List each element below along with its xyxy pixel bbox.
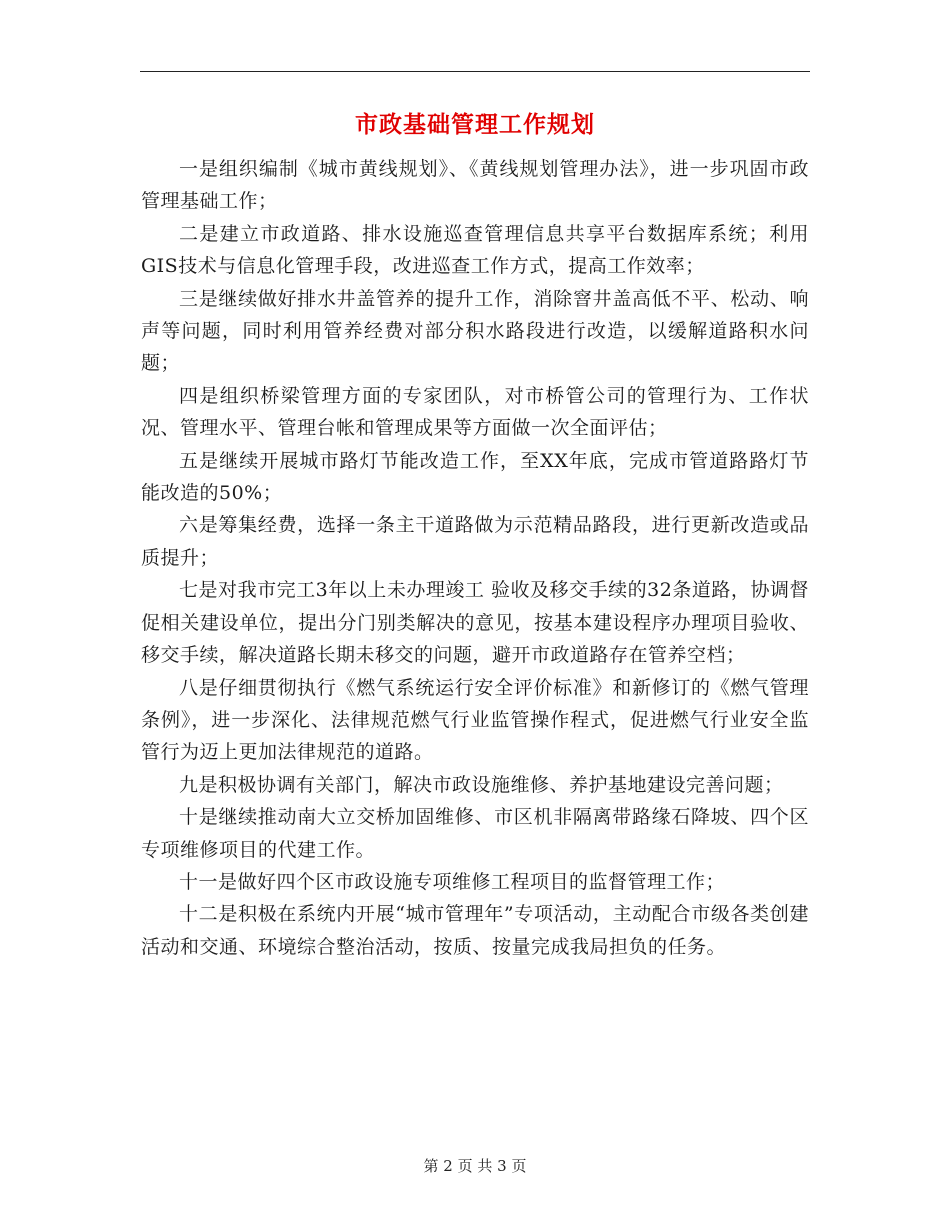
page-footer: 第 2 页 共 3 页: [423, 1157, 527, 1175]
paragraph-9: 九是积极协调有关部门，解决市政设施维修、养护基地建设完善问题；: [179, 773, 784, 796]
paragraph-2: 二是建立市政道路、排水设施巡查管理信息共享平台数据库系统；利用GIS技术与信息化管理手段，改进巡查工作方式，提高工作效率；: [141, 222, 809, 278]
paragraph-11: 十一是做好四个区市政设施专项维修工程项目的监督管理工作；: [179, 870, 726, 893]
paragraph-1: 一是组织编制《城市黄线规划》、《黄线规划管理办法》，进一步巩固市政管理基础工作；: [141, 158, 809, 213]
paragraph-6: 六是筹集经费，选择一条主干道路做为示范精品路段，进行更新改造或品质提升；: [141, 514, 809, 569]
paragraph-12: 十二是积极在系统内开展“城市管理年”专项活动，主动配合市级各类创建活动和交通、环境综合整治活动，按质、按量完成我局担负的任务。: [141, 903, 809, 958]
document-body: [141, 153, 809, 963]
paragraph-5: 五是继续开展城市路灯节能改造工作，至XX年底，完成市管道路路灯节能改造的50%；: [141, 449, 809, 505]
document-title: 市政基础管理工作规划: [355, 111, 595, 138]
paragraph-4: 四是组织桥梁管理方面的专家团队，对市桥管公司的管理行为、工作状况、管理水平、管理台帐和管理成果等方面做一次全面评估；: [141, 384, 809, 440]
paragraph-8: 八是仔细贯彻执行《燃气系统运行安全评价标准》和新修订的《燃气管理条例》，进一步深化、法律规范燃气行业监管操作程式，促进燃气行业安全监管行为迈上更加法律规范的道路。: [141, 676, 809, 764]
paragraph-3: 三是继续做好排水井盖管养的提升工作，消除窨井盖高低不平、松动、响声等问题，同时利用管养经费对部分积水路段进行改造，以缓解道路积水问题；: [141, 287, 809, 375]
paragraph-7: 七是对我市完工3年以上未办理竣工 验收及移交手续的32条道路，协调督促相关建设单位，提出分门别类解决的意见，按基本建设程序办理项目验收、移交手续，解决道路长期未移交的问题，避开市政道路存在管养空档；: [141, 579, 809, 667]
paragraph-10: 十是继续推动南大立交桥加固维修、市区机非隔离带路缘石降坡、四个区专项维修项目的代建工作。: [141, 806, 809, 861]
header-rule: [140, 71, 810, 72]
